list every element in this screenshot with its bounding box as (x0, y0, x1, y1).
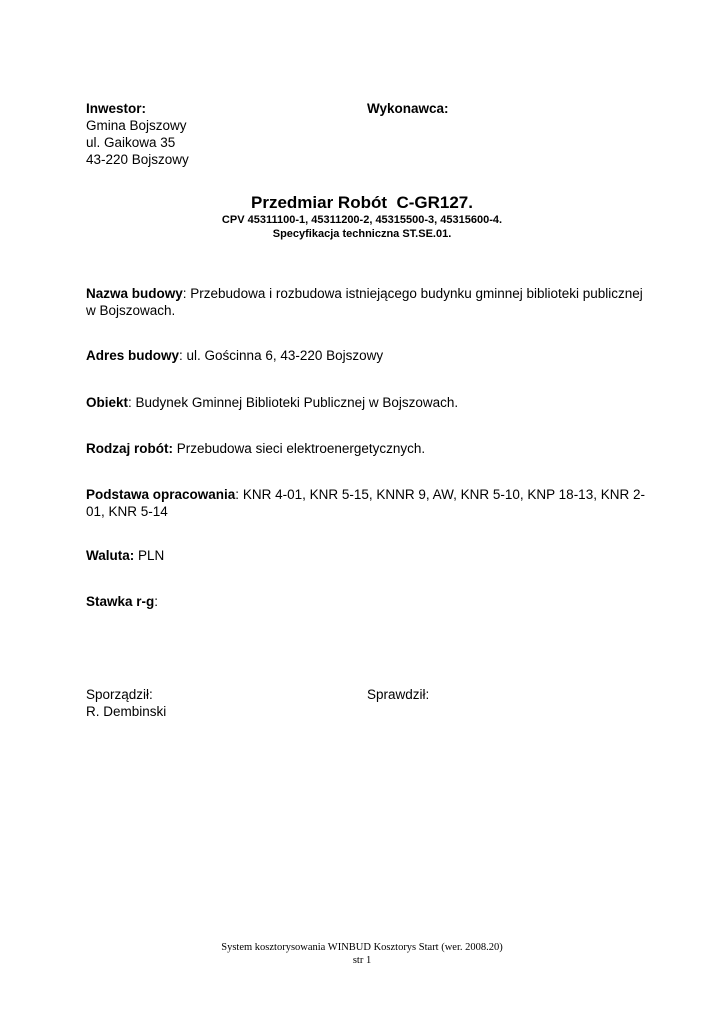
prepared-by-block (86, 686, 166, 720)
cpv-codes: CPV 45311100-1, 45311200-2, 45315500-3, 45315600-4. (221, 214, 503, 226)
field-value: Przebudowa i rozbudowa istniejącego budynku gminnej biblioteki publicznej w Bojszowach. (86, 286, 643, 318)
field-obiekt (86, 394, 646, 411)
field-rodzaj-robot (86, 440, 646, 457)
field-label: Obiekt (86, 395, 129, 410)
technical-specification: Specyfikacja techniczna ST.SE.01. (272, 228, 452, 240)
prepared-by-name: R. Dembinski (86, 704, 167, 719)
field-stawka-rg (86, 593, 646, 610)
field-label: Podstawa opracowania (86, 487, 236, 502)
investor-city: 43-220 Bojszowy (86, 152, 189, 167)
contractor-label: Wykonawca: (367, 101, 449, 116)
field-adres-budowy (86, 347, 646, 364)
document-title: Przedmiar Robót C-GR127. (251, 193, 473, 212)
field-separator: : (235, 487, 243, 502)
field-label: Nazwa budowy (86, 286, 183, 301)
investor-name: Gmina Bojszowy (86, 118, 187, 133)
field-separator: : (182, 286, 191, 301)
field-label: Adres budowy (86, 348, 180, 363)
field-podstawa-opracowania (86, 486, 646, 520)
field-separator: : (154, 594, 159, 609)
contractor-block (367, 100, 449, 117)
field-separator: : (179, 348, 187, 363)
field-label: Waluta: (86, 548, 135, 563)
investor-street: ul. Gaikowa 35 (86, 135, 176, 150)
page-footer (0, 941, 724, 967)
field-label: Rodzaj robót: (86, 441, 173, 456)
field-waluta (86, 547, 646, 564)
field-value: KNR 4-01, KNR 5-15, KNNR 9, AW, KNR 5-10, KNP 18-13, KNR 2-01, KNR 5-14 (86, 487, 645, 519)
document-header (0, 193, 724, 241)
field-value: Przebudowa sieci elektroenergetycznych. (176, 441, 426, 456)
field-value: PLN (138, 548, 165, 563)
field-value: Budynek Gminnej Biblioteki Publicznej w Bojszowach. (135, 395, 459, 410)
field-label: Stawka r-g (86, 594, 155, 609)
footer-page-number: str 1 (352, 955, 372, 966)
investor-label: Inwestor: (86, 101, 147, 116)
field-value: ul. Gościnna 6, 43-220 Bojszowy (186, 348, 384, 363)
footer-system-info: System kosztorysowania WINBUD Kosztorys Start (wer. 2008.20) (221, 942, 503, 953)
checked-by-label: Sprawdził: (367, 687, 430, 702)
field-nazwa-budowy (86, 285, 646, 319)
investor-block (86, 100, 189, 168)
field-separator: : (128, 395, 136, 410)
checked-by-block (367, 686, 429, 703)
prepared-by-label: Sporządził: (86, 687, 153, 702)
